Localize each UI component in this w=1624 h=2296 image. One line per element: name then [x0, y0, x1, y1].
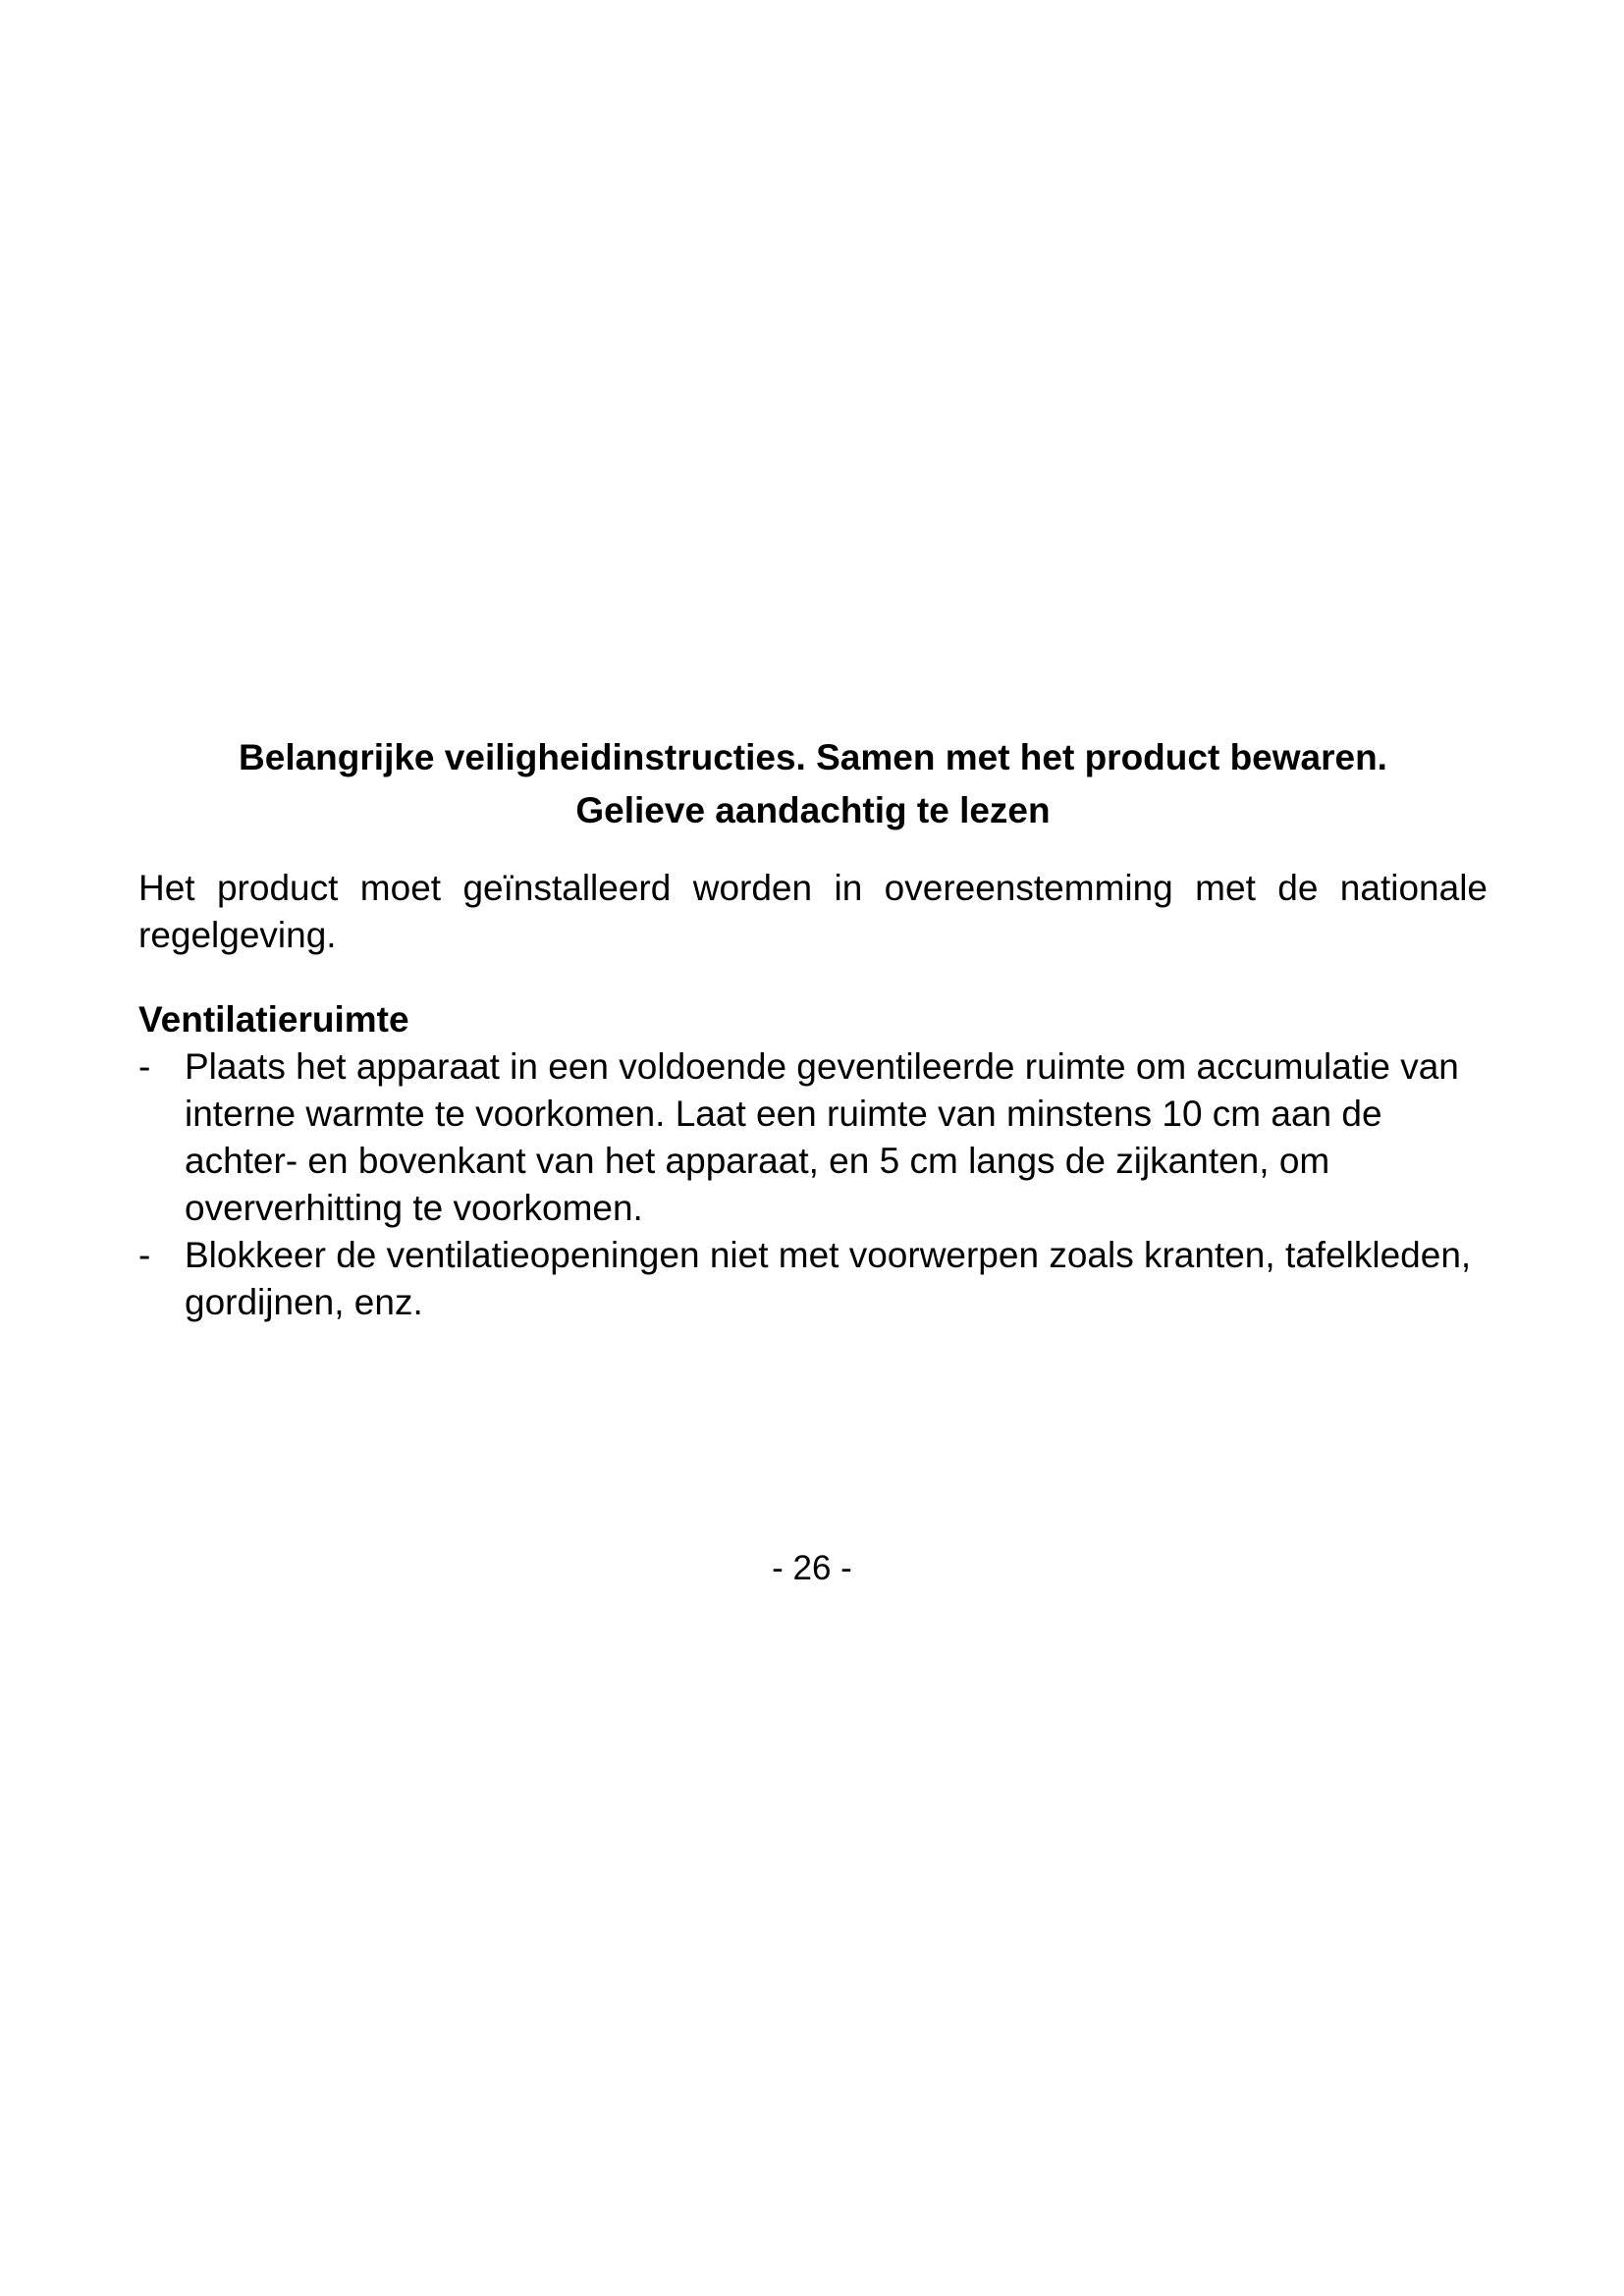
- list-item: [138, 1232, 1488, 1326]
- intro-paragraph: Het product moet geïnstalleerd worden in overeenstemming met de nationale regelgeving.: [138, 868, 1488, 955]
- section-heading-ventilation: Ventilatieruimte: [138, 999, 409, 1040]
- ventilation-list: [138, 1043, 1488, 1326]
- page-number: - 26 -: [772, 1549, 852, 1587]
- list-item: [138, 1043, 1488, 1232]
- title-line-1: Belangrijke veiligheidinstructies. Samen met het product bewaren.: [239, 737, 1387, 777]
- page-content: [138, 731, 1488, 1326]
- title-line-2: Gelieve aandachtig te lezen: [575, 790, 1051, 830]
- page-title: [138, 731, 1488, 837]
- bullet-dash: -: [138, 1046, 151, 1087]
- bullet-dash: -: [138, 1235, 151, 1275]
- list-item-text: Plaats het apparaat in een voldoende geventileerde ruimte om accumulatie van interne warmte te voorkomen. Laat een ruimte van minstens 10 cm aan de achter- en bovenkant van het apparaat, en 5 cm langs de zijkanten, om oververhitting te voorkomen.: [185, 1046, 1459, 1228]
- list-item-text: Blokkeer de ventilatieopeningen niet met voorwerpen zoals kranten, tafelkleden, gordijnen, enz.: [185, 1235, 1472, 1322]
